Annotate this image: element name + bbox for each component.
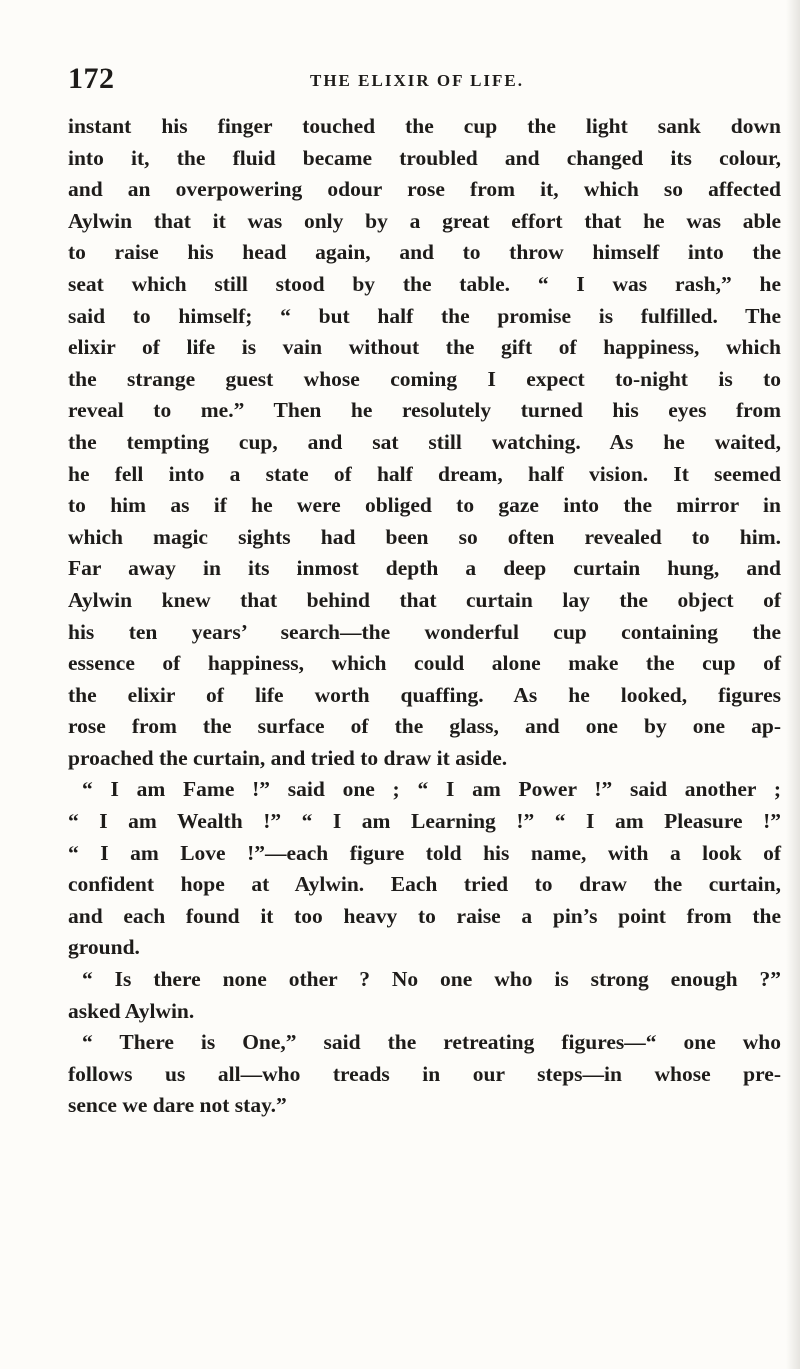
text-line: ground. (68, 935, 140, 960)
text-line: rose from the surface of the glass, and one by one ap- (68, 714, 781, 739)
body-text (68, 111, 781, 1122)
text-line: reveal to me.” Then he resolutely turned his eyes from (68, 398, 781, 423)
text-line: the elixir of life worth quaffing. As he looked, figures (68, 682, 781, 707)
text-line: said to himself; “ but half the promise is fulfilled. The (68, 303, 781, 328)
page-edge-shadow (786, 0, 800, 1369)
text-line: his ten years’ search—the wonderful cup containing the (68, 619, 781, 644)
running-head (68, 62, 788, 102)
text-line: and an overpowering odour rose from it, which so affected (68, 177, 781, 202)
page-number: 172 (68, 62, 115, 95)
text-line: elixir of life is vain without the gift of happiness, which (68, 335, 781, 360)
text-line: sence we dare not stay.” (68, 1093, 287, 1118)
text-line: “ There is One,” said the retreating figures—“ one who (82, 1030, 781, 1055)
text-line: the tempting cup, and sat still watching. As he waited, (68, 429, 781, 454)
text-line: “ I am Fame !” said one ; “ I am Power !” said another ; (82, 777, 781, 802)
running-title: THE ELIXIR OF LIFE. (310, 71, 525, 90)
text-line: and each found it too heavy to raise a pin’s point from the (68, 903, 781, 928)
text-line: essence of happiness, which could alone make the cup of (68, 651, 781, 676)
text-line: to him as if he were obliged to gaze into the mirror in (68, 493, 781, 518)
text-line: confident hope at Aylwin. Each tried to draw the curtain, (68, 872, 781, 897)
text-line: Far away in its inmost depth a deep curtain hung, and (68, 556, 781, 581)
text-line: instant his finger touched the cup the light sank down (68, 114, 781, 138)
text-line: to raise his head again, and to throw himself into the (68, 240, 781, 265)
text-line: which magic sights had been so often revealed to him. (68, 524, 781, 549)
text-line: the strange guest whose coming I expect to-night is to (68, 366, 781, 391)
text-line: “ Is there none other ? No one who is strong enough ?” (82, 967, 781, 992)
text-line: seat which still stood by the table. “ I was rash,” he (68, 271, 781, 296)
text-line: Aylwin knew that behind that curtain lay the object of (68, 587, 781, 612)
text-line: “ I am Wealth !” “ I am Learning !” “ I am Pleasure !” (68, 809, 781, 834)
text-line: follows us all—who treads in our steps—in whose pre- (68, 1061, 781, 1086)
text-line: Aylwin that it was only by a great effort that he was able (68, 208, 781, 233)
text-line: “ I am Love !”—each figure told his name, with a look of (68, 840, 781, 865)
text-line: asked Aylwin. (68, 998, 195, 1023)
text-line: he fell into a state of half dream, half vision. It seemed (68, 461, 781, 486)
text-line: proached the curtain, and tried to draw it aside. (68, 745, 508, 770)
text-line: into it, the fluid became troubled and changed its colour, (68, 145, 781, 170)
